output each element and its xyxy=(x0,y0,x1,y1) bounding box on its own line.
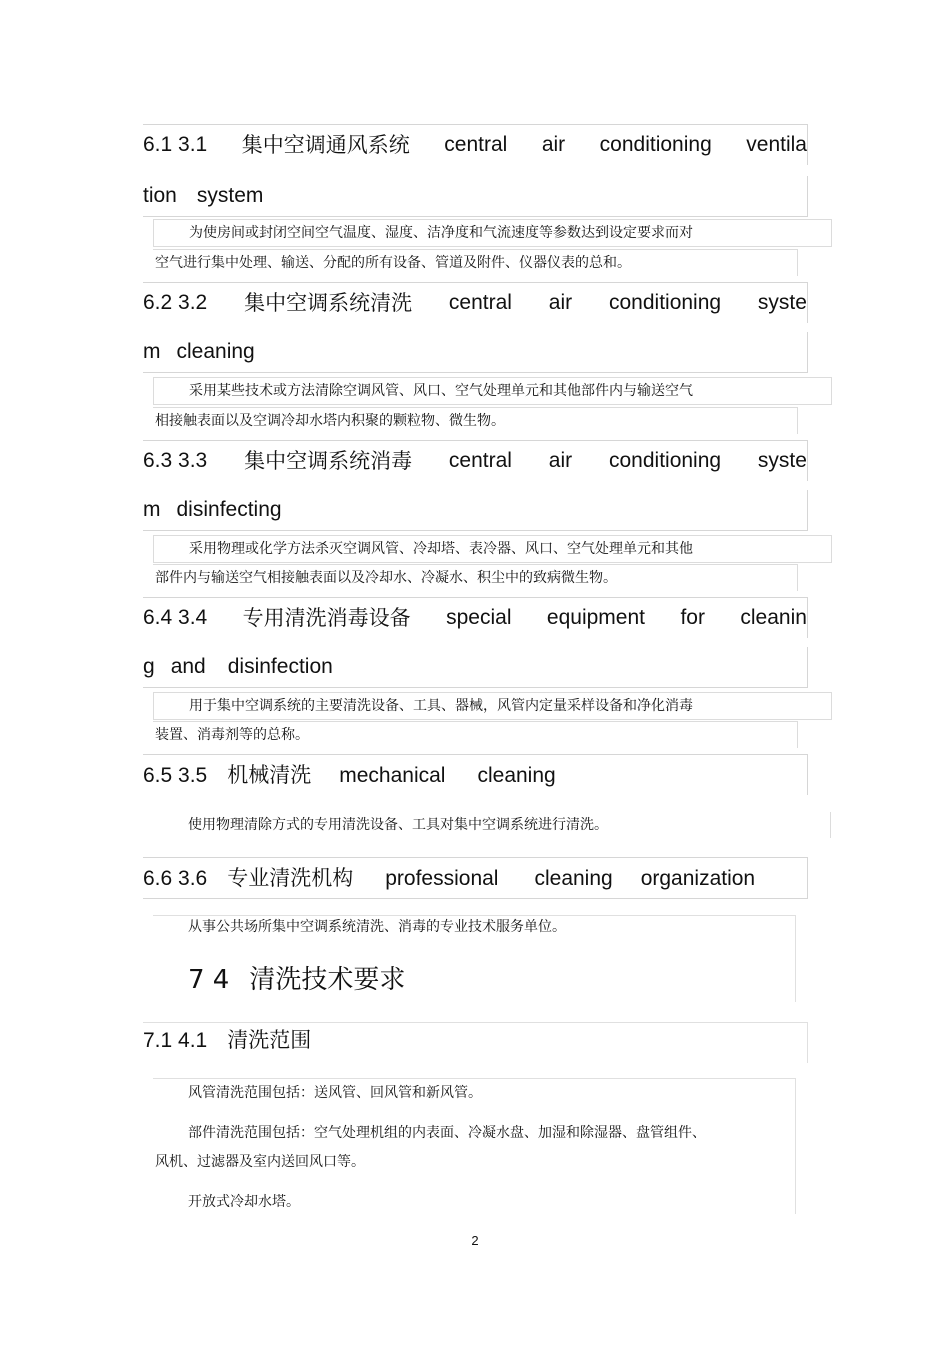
definition-line: 部件内与输送空气相接触表面以及冷却水、冷凝水、积尘中的致病微生物。 xyxy=(153,564,798,591)
term-english-word: and xyxy=(170,655,206,678)
term-english-word: professional xyxy=(385,867,499,890)
term-number: 6.1 3.1 xyxy=(143,133,208,156)
term-english-word: conditioning xyxy=(599,133,712,156)
term-english-word: g xyxy=(143,655,155,678)
chapter-number: 7 4 xyxy=(188,965,230,995)
definition-line: 从事公共场所集中空调系统清洗、消毒的专业技术服务单位。 xyxy=(188,919,566,935)
term-english-word: cleaning xyxy=(477,764,556,787)
term-english-word: mechanical xyxy=(339,764,446,787)
term-english-word: m xyxy=(143,340,161,363)
term-english-word: syste xyxy=(757,291,807,314)
term-english-word: conditioning xyxy=(608,291,722,314)
definition-line: 为使房间或封闭空间空气温度、湿度、洁净度和气流速度等参数达到设定要求而对 xyxy=(153,219,832,247)
term-heading-3-6 xyxy=(143,857,808,899)
term-chinese: 集中空调系统消毒 xyxy=(244,449,413,473)
term-heading-3-4-cont xyxy=(143,647,808,688)
term-chinese: 专业清洗机构 xyxy=(227,866,354,890)
term-english-word: tion xyxy=(143,184,177,207)
term-heading-3-2-cont xyxy=(143,332,808,373)
section-title: 清洗范围 xyxy=(227,1028,312,1052)
definition-line: 相接触表面以及空调冷却水塔内积聚的颗粒物、微生物。 xyxy=(153,407,798,434)
page-number: 2 xyxy=(471,1233,479,1248)
paragraph-line: 开放式冷却水塔。 xyxy=(188,1194,300,1210)
term-number: 6.4 3.4 xyxy=(143,606,208,629)
term-chinese: 机械清洗 xyxy=(227,763,312,787)
term-english-word: ventila xyxy=(746,133,807,156)
term-english-word: equipment xyxy=(546,606,645,629)
definition-line: 用于集中空调系统的主要清洗设备、工具、器械，风管内定量采样设备和净化消毒 xyxy=(153,692,832,720)
paragraph-line: 部件清洗范围包括：空气处理机组的内表面、冷凝水盘、加湿和除湿器、盘管组件、 xyxy=(188,1125,706,1141)
term-heading-3-1 xyxy=(143,124,808,165)
term-english-word: cleaning xyxy=(176,340,255,363)
term-number: 6.2 3.2 xyxy=(143,291,208,314)
term-heading-3-5 xyxy=(143,754,808,795)
definition-line: 采用物理或化学方法杀灭空调风管、冷却塔、表冷器、风口、空气处理单元和其他 xyxy=(153,535,832,563)
term-heading-3-4 xyxy=(143,597,808,638)
term-english-word: organization xyxy=(640,867,756,890)
term-english-word: central xyxy=(444,133,508,156)
term-heading-3-1-cont xyxy=(143,176,808,217)
chapter-title: 清洗技术要求 xyxy=(249,965,406,995)
term-heading-3-3-cont xyxy=(143,490,808,531)
term-heading-3-2 xyxy=(143,282,808,323)
term-english-word: central xyxy=(448,291,512,314)
term-english-word: central xyxy=(448,449,512,472)
definition-line: 使用物理清除方式的专用清洗设备、工具对集中空调系统进行清洗。 xyxy=(153,812,831,838)
definition-line: 采用某些技术或方法清除空调风管、风口、空气处理单元和其他部件内与输送空气 xyxy=(153,377,832,405)
term-english-word: disinfecting xyxy=(176,498,282,521)
term-number: 6.6 3.6 xyxy=(143,867,208,890)
term-chinese: 集中空调通风系统 xyxy=(241,133,410,157)
term-english-word: air xyxy=(541,133,566,156)
term-english-word: special xyxy=(446,606,512,629)
chapter-heading xyxy=(188,958,405,1002)
term-number: 6.5 3.5 xyxy=(143,764,208,787)
term-chinese: 集中空调系统清洗 xyxy=(244,291,413,315)
term-english-word: syste xyxy=(757,449,807,472)
term-chinese: 专用清洗消毒设备 xyxy=(242,606,411,630)
section-heading xyxy=(143,1020,807,1060)
term-english-word: air xyxy=(548,449,573,472)
term-heading-3-3 xyxy=(143,440,808,481)
definition-line: 空气进行集中处理、输送、分配的所有设备、管道及附件、仪器仪表的总和。 xyxy=(153,249,798,276)
term-english-word: cleanin xyxy=(740,606,807,629)
term-english-word: conditioning xyxy=(608,449,722,472)
paragraph-line: 风机、过滤器及室内送回风口等。 xyxy=(155,1154,365,1170)
term-english-word: cleaning xyxy=(534,867,613,890)
term-english-word: disinfection xyxy=(227,655,333,678)
term-english-word: m xyxy=(143,498,161,521)
definition-line: 装置、消毒剂等的总称。 xyxy=(153,721,798,748)
term-english-word: air xyxy=(548,291,573,314)
term-english-word: system xyxy=(196,184,264,207)
term-english-word: for xyxy=(680,606,705,629)
paragraph-line: 风管清洗范围包括：送风管、回风管和新风管。 xyxy=(188,1085,482,1101)
section-number: 7.1 4.1 xyxy=(143,1029,208,1052)
term-number: 6.3 3.3 xyxy=(143,449,208,472)
